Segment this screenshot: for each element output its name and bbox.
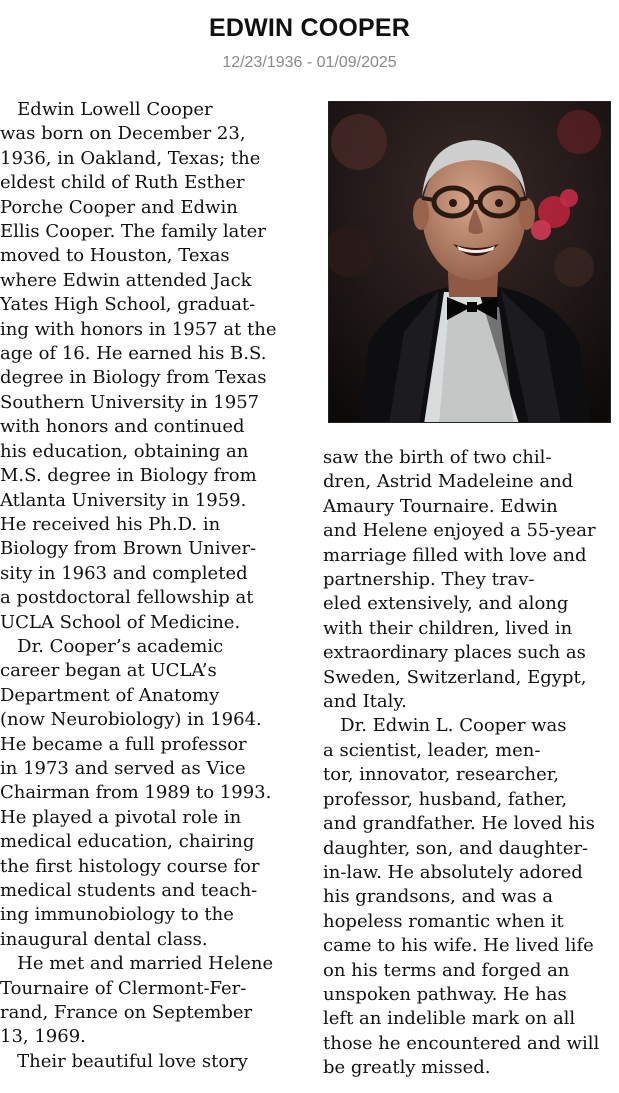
text-line: came to his wife. He lived life	[323, 935, 594, 957]
text-line: Chairman from 1989 to 1993.	[0, 782, 272, 804]
text-line: be greatly missed.	[323, 1057, 491, 1079]
portrait-photo	[328, 101, 611, 423]
text-line: Yates High School, graduat-	[0, 294, 256, 316]
text-line: He played a pivotal role in	[0, 806, 242, 828]
text-line: (now Neurobiology) in 1964.	[0, 709, 262, 731]
text-line: sity in 1963 and completed	[0, 562, 248, 584]
right-column-text	[323, 446, 619, 1081]
text-line: in-law. He absolutely adored	[323, 861, 583, 883]
text-line: Sweden, Switzerland, Egypt,	[323, 666, 587, 688]
text-line: eldest child of Ruth Esther	[0, 172, 245, 194]
text-line: Dr. Edwin L. Cooper was	[323, 715, 567, 737]
text-line: Tournaire of Clermont-Fer-	[0, 977, 247, 999]
text-line: M.S. degree in Biology from	[0, 465, 257, 487]
text-line: career began at UCLA’s	[0, 660, 217, 682]
text-line: Atlanta University in 1959.	[0, 489, 247, 511]
left-column-text	[0, 98, 300, 1074]
text-line: the first histology course for	[0, 855, 260, 877]
text-line: 13, 1969.	[0, 1026, 86, 1048]
text-line: eled extensively, and along	[323, 593, 569, 615]
text-line: hopeless romantic when it	[323, 910, 564, 932]
text-line: age of 16. He earned his B.S.	[0, 343, 267, 365]
text-line: Biology from Brown Univer-	[0, 538, 257, 560]
text-line: Amaury Tournaire. Edwin	[323, 495, 558, 517]
text-line: in 1973 and served as Vice	[0, 757, 246, 779]
text-line: with honors and continued	[0, 416, 245, 438]
text-line: Southern University in 1957	[0, 391, 260, 413]
text-line: Porche Cooper and Edwin	[0, 196, 238, 218]
obituary-title: EDWIN COOPER	[208, 14, 411, 42]
text-line: medical students and teach-	[0, 880, 258, 901]
text-line: with their children, lived in	[323, 617, 573, 639]
text-line: and Italy.	[323, 691, 407, 713]
text-line: dren, Astrid Madeleine and	[323, 471, 574, 493]
text-line: Edwin Lowell Cooper	[0, 99, 213, 120]
text-line: Their beautiful love story	[0, 1050, 248, 1072]
text-line: where Edwin attended Jack	[0, 269, 252, 291]
text-line: He became a full professor	[0, 733, 247, 755]
text-line: medical education, chairing	[0, 831, 255, 853]
text-line: his education, obtaining an	[0, 440, 249, 462]
text-line: was born on December 23,	[0, 123, 246, 145]
text-line: a scientist, leader, men-	[323, 739, 541, 761]
life-dates: 12/23/1936 - 01/09/2025	[222, 54, 397, 71]
text-line: extraordinary places such as	[323, 642, 586, 664]
text-line: degree in Biology from Texas	[0, 367, 267, 389]
text-line: left an indelible mark on all	[323, 1008, 576, 1030]
text-line: and grandfather. He loved his	[323, 813, 595, 835]
text-line: 1936, in Oakland, Texas; the	[0, 147, 261, 169]
text-line: his grandsons, and was a	[323, 886, 554, 908]
text-line: marriage filled with love and	[323, 544, 587, 566]
text-line: and Helene enjoyed a 55-year	[323, 520, 596, 542]
text-line: tor, innovator, researcher,	[323, 764, 560, 786]
text-line: unspoken pathway. He has	[323, 983, 567, 1005]
text-line: saw the birth of two chil-	[323, 447, 552, 468]
text-line: partnership. They trav-	[323, 569, 535, 591]
text-line: professor, husband, father,	[323, 788, 568, 810]
text-line: UCLA School of Medicine.	[0, 611, 241, 633]
text-line: He met and married Helene	[0, 953, 274, 975]
text-line: on his terms and forged an	[323, 959, 570, 981]
text-line: ing immunobiology to the	[0, 904, 234, 926]
text-line: ing with honors in 1957 at the	[0, 318, 277, 340]
text-line: those he encountered and will	[323, 1032, 600, 1054]
text-line: Ellis Cooper. The family later	[0, 221, 266, 243]
text-line: a postdoctoral fellowship at	[0, 587, 254, 609]
text-line: He received his Ph.D. in	[0, 513, 221, 535]
text-line: rand, France on September	[0, 1002, 253, 1024]
text-line: daughter, son, and daughter-	[323, 837, 589, 859]
text-line: Dr. Cooper’s academic	[0, 635, 224, 657]
text-line: inaugural dental class.	[0, 928, 208, 950]
text-line: Department of Anatomy	[0, 684, 220, 706]
text-line: moved to Houston, Texas	[0, 245, 230, 267]
